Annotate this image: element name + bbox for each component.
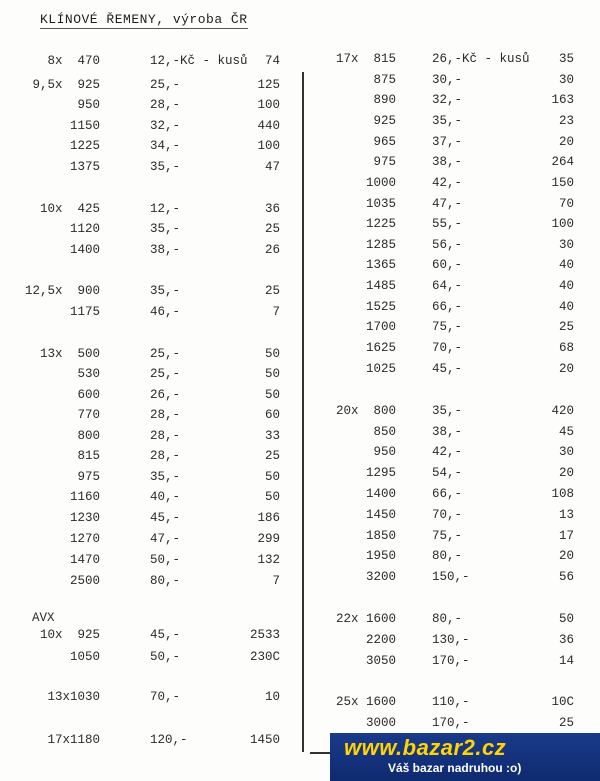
belt-quantity: 40 xyxy=(558,279,574,293)
belt-price: 32,- xyxy=(150,119,181,133)
table-row xyxy=(306,258,600,278)
belt-price: 45,- xyxy=(150,628,181,642)
belt-price: 30,- xyxy=(432,73,463,87)
table-row xyxy=(306,508,600,528)
table-row xyxy=(306,217,600,237)
belt-size: 1160 xyxy=(69,490,100,504)
belt-quantity: 45 xyxy=(558,425,574,439)
belt-price: 25,- xyxy=(150,367,181,381)
belt-size: 3200 xyxy=(365,570,396,584)
belt-price: 80,- xyxy=(150,574,181,588)
table-row xyxy=(306,320,600,340)
belt-size: 975 xyxy=(77,470,100,484)
belt-quantity: 47 xyxy=(264,160,280,174)
table-row xyxy=(0,202,300,222)
belt-quantity: 440 xyxy=(257,119,280,133)
table-row xyxy=(306,93,600,113)
belt-size: 1400 xyxy=(69,243,100,257)
belt-size: 1120 xyxy=(69,222,100,236)
belt-size: 1000 xyxy=(365,176,396,190)
belt-size: 1035 xyxy=(365,197,396,211)
belt-price: 35,- xyxy=(432,404,463,418)
belt-size: 25x 1600 xyxy=(335,695,396,709)
belt-size: 1295 xyxy=(365,466,396,480)
table-row xyxy=(0,532,300,552)
belt-price: 42,- xyxy=(432,445,463,459)
belt-size: 875 xyxy=(373,73,396,87)
belt-quantity: 163 xyxy=(551,93,574,107)
belt-price: 25,- xyxy=(150,78,181,92)
belt-price: 32,- xyxy=(432,93,463,107)
table-row xyxy=(0,305,300,325)
belt-price: 28,- xyxy=(150,449,181,463)
table-row xyxy=(0,78,300,98)
belt-size: 17x1180 xyxy=(47,733,100,747)
belt-quantity: 100 xyxy=(257,139,280,153)
table-row xyxy=(0,388,300,408)
belt-price: 80,- xyxy=(432,612,463,626)
belt-quantity: 20 xyxy=(558,362,574,376)
belt-size: 1150 xyxy=(69,119,100,133)
belt-quantity: 299 xyxy=(257,532,280,546)
belt-price: 80,- xyxy=(432,549,463,563)
table-row xyxy=(0,429,300,449)
belt-size: 770 xyxy=(77,408,100,422)
belt-quantity: 264 xyxy=(551,155,574,169)
belt-price: 150,- xyxy=(432,570,470,584)
belt-price: 64,- xyxy=(432,279,463,293)
table-row xyxy=(0,98,300,118)
belt-quantity: 20 xyxy=(558,549,574,563)
table-row xyxy=(306,341,600,361)
belt-size: 1700 xyxy=(365,320,396,334)
belt-quantity: 25 xyxy=(264,284,280,298)
table-row xyxy=(0,243,300,263)
table-row xyxy=(0,574,300,594)
column-divider xyxy=(302,72,304,752)
belt-quantity: 20 xyxy=(558,466,574,480)
belt-price: 12,-Kč - kusů xyxy=(150,54,248,68)
table-row xyxy=(0,367,300,387)
table-row xyxy=(306,695,600,715)
belt-size: 850 xyxy=(373,425,396,439)
belt-price: 45,- xyxy=(432,362,463,376)
belt-price: 38,- xyxy=(432,155,463,169)
belt-quantity: 70 xyxy=(558,197,574,211)
table-row xyxy=(0,449,300,469)
table-row xyxy=(306,362,600,382)
table-row xyxy=(306,425,600,445)
belt-quantity: 74 xyxy=(264,54,280,68)
belt-quantity: 25 xyxy=(558,716,574,730)
table-row xyxy=(0,553,300,573)
belt-size: 815 xyxy=(77,449,100,463)
belt-quantity: 40 xyxy=(558,258,574,272)
belt-size: 950 xyxy=(77,98,100,112)
belt-price: 170,- xyxy=(432,654,470,668)
belt-price: 45,- xyxy=(150,511,181,525)
belt-size: 800 xyxy=(77,429,100,443)
belt-price: 40,- xyxy=(150,490,181,504)
belt-size: 3050 xyxy=(365,654,396,668)
belt-size: 1400 xyxy=(365,487,396,501)
belt-quantity: 50 xyxy=(264,490,280,504)
belt-price: 35,- xyxy=(150,470,181,484)
table-row xyxy=(0,470,300,490)
belt-quantity: 25 xyxy=(558,320,574,334)
belt-quantity: 100 xyxy=(551,217,574,231)
belt-price: 70,- xyxy=(150,690,181,704)
belt-size: 1485 xyxy=(365,279,396,293)
belt-price: 50,- xyxy=(150,650,181,664)
table-row xyxy=(306,114,600,134)
table-row xyxy=(306,549,600,569)
belt-price: 70,- xyxy=(432,508,463,522)
belt-size: 925 xyxy=(373,114,396,128)
belt-price: 35,- xyxy=(150,160,181,174)
table-row xyxy=(306,633,600,653)
belt-quantity: 125 xyxy=(257,78,280,92)
belt-price: 75,- xyxy=(432,529,463,543)
table-row xyxy=(0,733,300,753)
belt-price: 170,- xyxy=(432,716,470,730)
belt-quantity: 7 xyxy=(272,305,280,319)
belt-quantity: 2533 xyxy=(249,628,280,642)
table-row xyxy=(306,155,600,175)
belt-price: 66,- xyxy=(432,300,463,314)
belt-quantity: 33 xyxy=(264,429,280,443)
table-row xyxy=(0,490,300,510)
belt-quantity: 60 xyxy=(264,408,280,422)
table-row xyxy=(0,54,300,74)
belt-quantity: 36 xyxy=(264,202,280,216)
belt-size: 950 xyxy=(373,445,396,459)
belt-quantity: 50 xyxy=(264,367,280,381)
belt-size: 1025 xyxy=(365,362,396,376)
table-row xyxy=(0,139,300,159)
belt-size: 2500 xyxy=(69,574,100,588)
belt-quantity: 40 xyxy=(558,300,574,314)
belt-size: 1950 xyxy=(365,549,396,563)
belt-size: 1470 xyxy=(69,553,100,567)
belt-size: 1270 xyxy=(69,532,100,546)
belt-size: 9,5x 925 xyxy=(32,78,100,92)
table-row xyxy=(0,347,300,367)
belt-size: 1375 xyxy=(69,160,100,174)
belt-quantity: 35 xyxy=(558,52,574,66)
belt-price: 110,- xyxy=(432,695,470,709)
belt-quantity: 25 xyxy=(264,449,280,463)
belt-size: 13x1030 xyxy=(47,690,100,704)
belt-price: 75,- xyxy=(432,320,463,334)
belt-quantity: 13 xyxy=(558,508,574,522)
belt-size: 10x 925 xyxy=(39,628,100,642)
belt-quantity: 20 xyxy=(558,135,574,149)
belt-size: 1365 xyxy=(365,258,396,272)
belt-quantity: 132 xyxy=(257,553,280,567)
belt-price: 38,- xyxy=(432,425,463,439)
belt-price: 130,- xyxy=(432,633,470,647)
table-row xyxy=(306,238,600,258)
belt-price: 47,- xyxy=(150,532,181,546)
belt-quantity: 1450 xyxy=(249,733,280,747)
belt-quantity: 17 xyxy=(558,529,574,543)
belt-quantity: 100 xyxy=(257,98,280,112)
belt-size: 890 xyxy=(373,93,396,107)
page-title: KLÍNOVÉ ŘEMENY, výroba ČR xyxy=(40,12,248,27)
belt-price: 55,- xyxy=(432,217,463,231)
belt-price: 28,- xyxy=(150,429,181,443)
belt-quantity: 230C xyxy=(249,650,280,664)
table-row xyxy=(306,176,600,196)
belt-quantity: 30 xyxy=(558,73,574,87)
table-row xyxy=(306,466,600,486)
table-row xyxy=(0,511,300,531)
belt-price: 66,- xyxy=(432,487,463,501)
belt-size: 2200 xyxy=(365,633,396,647)
belt-price: 56,- xyxy=(432,238,463,252)
table-row xyxy=(306,445,600,465)
belt-quantity: 36 xyxy=(558,633,574,647)
table-row xyxy=(0,284,300,304)
belt-price: 42,- xyxy=(432,176,463,190)
belt-size: 13x 500 xyxy=(39,347,100,361)
belt-size: 1225 xyxy=(365,217,396,231)
belt-quantity: 150 xyxy=(551,176,574,190)
table-row xyxy=(306,404,600,424)
belt-size: 1230 xyxy=(69,511,100,525)
belt-quantity: 14 xyxy=(558,654,574,668)
belt-price: 47,- xyxy=(432,197,463,211)
table-row xyxy=(0,628,300,648)
belt-quantity: 50 xyxy=(558,612,574,626)
belt-price: 28,- xyxy=(150,408,181,422)
table-row xyxy=(306,654,600,674)
table-row xyxy=(0,408,300,428)
table-row xyxy=(306,279,600,299)
table-row xyxy=(0,690,300,710)
belt-quantity: 30 xyxy=(558,445,574,459)
table-row xyxy=(306,487,600,507)
table-row xyxy=(306,300,600,320)
belt-size: 10x 425 xyxy=(39,202,100,216)
belt-price: 120,- xyxy=(150,733,188,747)
belt-size: 1850 xyxy=(365,529,396,543)
belt-price: 70,- xyxy=(432,341,463,355)
belt-quantity: 7 xyxy=(272,574,280,588)
belt-quantity: 50 xyxy=(264,388,280,402)
belt-size: 1450 xyxy=(365,508,396,522)
belt-size: 17x 815 xyxy=(335,52,396,66)
belt-price: 26,- xyxy=(150,388,181,402)
belt-price: 25,- xyxy=(150,347,181,361)
avx-group-label: AVX xyxy=(32,611,55,625)
belt-size: 530 xyxy=(77,367,100,381)
belt-size: 22x 1600 xyxy=(335,612,396,626)
belt-size: 8x 470 xyxy=(47,54,100,68)
belt-size: 1285 xyxy=(365,238,396,252)
table-row xyxy=(306,52,600,72)
table-row xyxy=(306,570,600,590)
belt-quantity: 30 xyxy=(558,238,574,252)
belt-price: 28,- xyxy=(150,98,181,112)
belt-price: 37,- xyxy=(432,135,463,149)
banner-tagline: Váš bazar nadruhou :o) xyxy=(388,761,522,775)
table-row xyxy=(0,222,300,242)
belt-size: 1050 xyxy=(69,650,100,664)
belt-price: 46,- xyxy=(150,305,181,319)
bazar-banner[interactable] xyxy=(330,733,600,781)
belt-size: 12,5x 900 xyxy=(24,284,100,298)
belt-quantity: 23 xyxy=(558,114,574,128)
table-row xyxy=(0,119,300,139)
belt-price: 54,- xyxy=(432,466,463,480)
belt-quantity: 26 xyxy=(264,243,280,257)
belt-price: 26,-Kč - kusů xyxy=(432,52,530,66)
table-row xyxy=(306,197,600,217)
belt-price: 38,- xyxy=(150,243,181,257)
belt-size: 975 xyxy=(373,155,396,169)
table-row xyxy=(306,73,600,93)
table-row xyxy=(306,612,600,632)
banner-logo: www.bazar2.cz xyxy=(344,735,507,760)
belt-quantity: 56 xyxy=(558,570,574,584)
table-row xyxy=(0,650,300,670)
belt-size: 1525 xyxy=(365,300,396,314)
belt-price: 12,- xyxy=(150,202,181,216)
belt-size: 3000 xyxy=(365,716,396,730)
belt-quantity: 68 xyxy=(558,341,574,355)
table-row xyxy=(306,529,600,549)
belt-size: 965 xyxy=(373,135,396,149)
belt-price: 35,- xyxy=(150,222,181,236)
belt-quantity: 50 xyxy=(264,347,280,361)
belt-size: 1225 xyxy=(69,139,100,153)
belt-quantity: 25 xyxy=(264,222,280,236)
belt-quantity: 420 xyxy=(551,404,574,418)
belt-price: 35,- xyxy=(432,114,463,128)
belt-quantity: 50 xyxy=(264,470,280,484)
belt-quantity: 108 xyxy=(551,487,574,501)
table-row xyxy=(306,135,600,155)
belt-size: 1625 xyxy=(365,341,396,355)
belt-size: 600 xyxy=(77,388,100,402)
belt-size: 1175 xyxy=(69,305,100,319)
belt-quantity: 186 xyxy=(257,511,280,525)
belt-price: 60,- xyxy=(432,258,463,272)
belt-quantity: 10 xyxy=(264,690,280,704)
belt-size: 20x 800 xyxy=(335,404,396,418)
belt-price: 34,- xyxy=(150,139,181,153)
belt-quantity: 10C xyxy=(551,695,574,709)
belt-price: 35,- xyxy=(150,284,181,298)
table-row xyxy=(0,160,300,180)
belt-price: 50,- xyxy=(150,553,181,567)
